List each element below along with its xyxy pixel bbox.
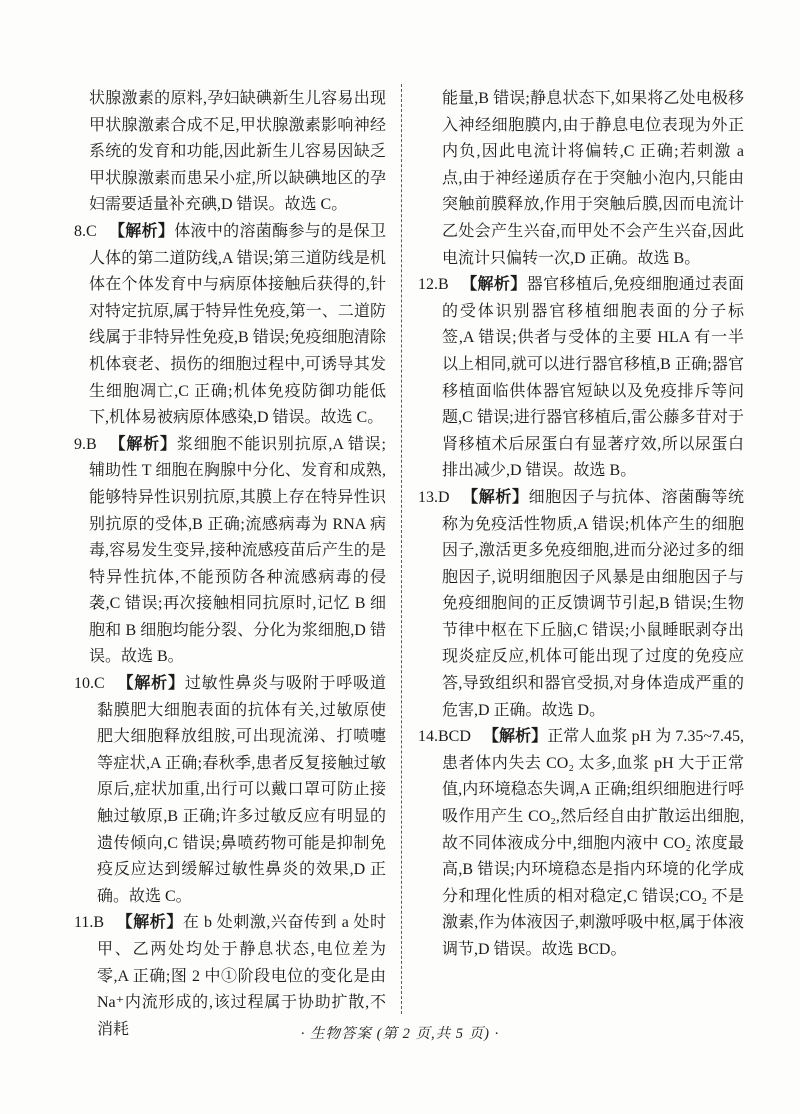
answer-item-9 xyxy=(74,432,386,671)
item-text: 器官移植后,免疫细胞通过表面的受体识别器官移植细胞表面的分子标签,A 错误;供者与受体的主要 HLA 有一半以上相同,就可以进行器官移植,B 正确;器官移植面临供体器官短缺以及免疫排斥等问题,C 错误;进行器官移植后,雷公藤多苷对于肾移植术后尿蛋白有显著疗效,所以尿蛋白排出减少,D 错误。故选 B。 xyxy=(442,276,744,480)
analysis-label: 【解析】 xyxy=(116,914,183,932)
answer-item-8 xyxy=(74,219,386,432)
answer-item-13 xyxy=(418,485,744,724)
analysis-label: 【解析】 xyxy=(461,488,529,506)
item-number: 11.B xyxy=(74,914,105,932)
item-text: 正常人血浆 pH 为 7.35~7.45,患者体内失去 CO₂ 太多,血浆 pH 大于正常值,内环境稳态失调,A 正确;组织细胞进行呼吸作用产生 CO₂,然后经自由扩散运出细胞,故不同体液成分中,细胞内液中 CO₂ 浓度最高,B 错误;内环境稳态是指内环境的化学成分和理化性质的相对稳定,C 错误;CO₂ 不是激素,作为体液因子,刺激呼吸中枢,属于体液调节,D 错误。故选 BCD。 xyxy=(442,728,744,958)
analysis-label: 【解析】 xyxy=(116,675,185,693)
page-footer: · 生物答案 (第 2 页,共 5 页) · xyxy=(300,1026,500,1042)
column-divider xyxy=(401,84,402,1014)
item-number: 13.D xyxy=(418,488,450,506)
item-text: 过敏性鼻炎与吸附于呼吸道黏膜肥大细胞表面的抗体有关,过敏原使肥大细胞释放组胺,可出现流涕、打喷嚏等症状,A 正确;春秋季,患者反复接触过敏原后,症状加重,出行可以戴口罩可防止接触过敏原,B 正确;许多过敏反应有明显的遗传倾向,C 错误;鼻喷药物可能是抑制免疫反应达到缓解过敏性鼻炎的效果,D 正确。故选 C。 xyxy=(97,675,386,905)
answer-item-12 xyxy=(418,272,744,485)
item-text: 浆细胞不能识别抗原,A 错误;辅助性 T 细胞在胸腺中分化、发育和成熟,能够特异性识别抗原,其膜上存在特异性识别抗原的受体,B 正确;流感病毒为 RNA 病毒,容易发生变异,接种流感疫苗后产生的是特异性抗体,不能预防各种流感病毒的侵袭,C 错误;再次接触相同抗原时,记忆 B 细胞和 B 细胞均能分裂、分化为浆细胞,D 错误。故选 B。 xyxy=(89,435,386,666)
right-column xyxy=(418,86,744,964)
analysis-label: 【解析】 xyxy=(482,728,548,746)
item-text: 体液中的溶菌酶参与的是保卫人体的第二道防线,A 错误;第三道防线是机体在个体发育中与病原体接触后获得的,针对特定抗原,属于特异性免疫,第一、二道防线属于非特异性免疫,B 错误;免疫细胞清除机体衰老、损伤的细胞过程中,可诱导其发生细胞凋亡,C 正确;机体免疫防御功能低下,机体易被病原体感染,D 错误。故选 C。 xyxy=(89,222,386,427)
left-column xyxy=(74,86,386,1043)
continuation-text: 能量,B 错误;静息状态下,如果将乙处电极移入神经细胞膜内,由于静息电位表现为外正内负,因此电流计将偏转,C 正确;若刺激 a 点,由于神经递质存在于突触小泡内,只能由突触前膜释放,作用于突触后膜,因而电流计乙处会产生兴奋,而甲处不会产生兴奋,因此电流计只偏转一次,D 正确。故选 B。 xyxy=(442,90,744,267)
analysis-label: 【解析】 xyxy=(460,276,527,294)
item-number: 14.BCD xyxy=(418,728,471,746)
answer-item-10 xyxy=(74,671,386,910)
item-number: 10.C xyxy=(74,675,105,693)
item-number: 8.C xyxy=(74,222,97,240)
item-text: 细胞因子与抗体、溶菌酶等统称为免疫活性物质,A 错误;机体产生的细胞因子,激活更多免疫细胞,进而分泌过多的细胞因子,说明细胞因子风暴是由细胞因子与免疫细胞间的正反馈调节引起,B 错误;生物节律中枢在下丘脑,C 错误;小鼠睡眠剥夺出现炎症反应,机体可能出现了过度的免疫应答,导致组织和器官受损,对身体造成严重的危害,D 正确。故选 D。 xyxy=(442,488,744,719)
item-number: 9.B xyxy=(74,435,97,453)
answer-item-14 xyxy=(418,724,744,963)
continuation-text: 状腺激素的原料,孕妇缺碘新生儿容易出现甲状腺激素合成不足,甲状腺激素影响神经系统的发育和功能,因此新生儿容易因缺乏甲状腺激素而患呆小症,所以缺碘地区的孕妇需要适量补充碘,D 错误。故选 C。 xyxy=(89,90,386,214)
analysis-label: 【解析】 xyxy=(108,435,177,453)
item-text: 在 b 处刺激,兴奋传到 a 处时甲、乙两处均处于静息状态,电位差为零,A 正确;图 2 中①阶段电位的变化是由 Na⁺内流形成的,该过程属于协助扩散,不消耗 xyxy=(97,914,386,1038)
analysis-label: 【解析】 xyxy=(108,222,175,240)
item-number: 12.B xyxy=(418,276,449,294)
